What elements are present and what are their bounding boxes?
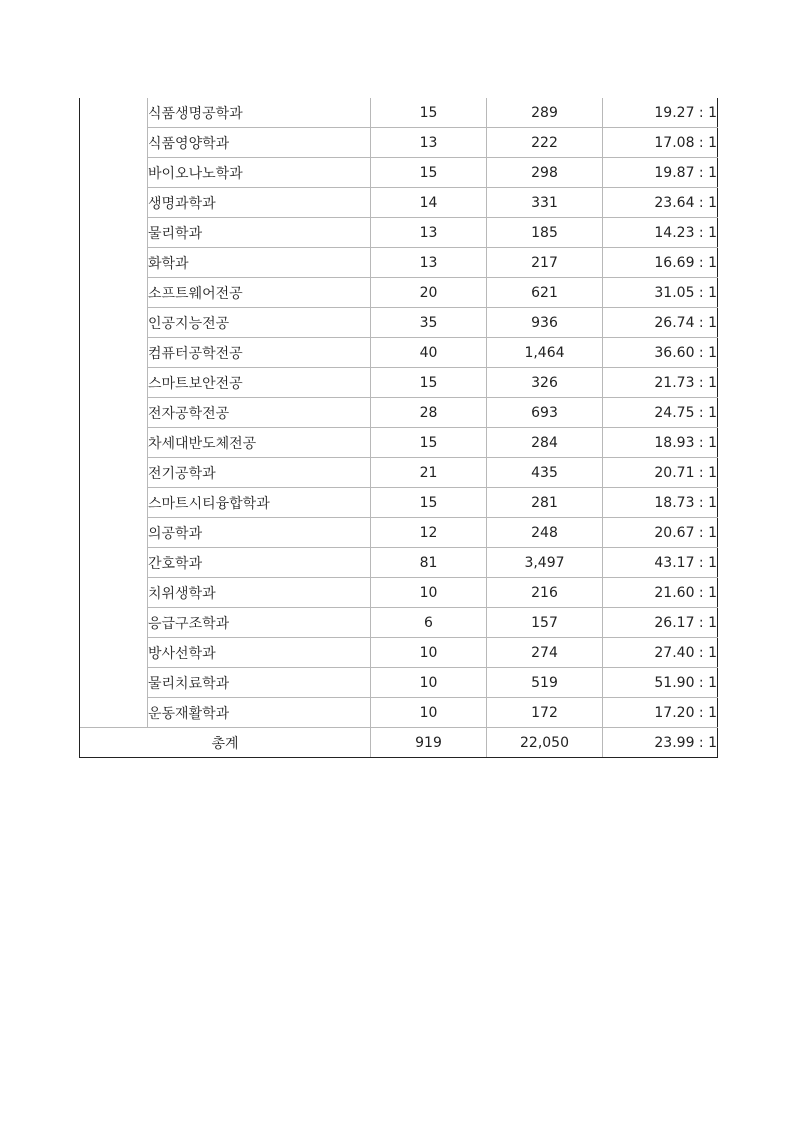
quota-cell: 15 bbox=[371, 368, 487, 398]
table-row bbox=[80, 188, 718, 218]
quota-cell: 15 bbox=[371, 428, 487, 458]
total-ratio: 23.99 : 1 bbox=[603, 728, 718, 758]
table-row bbox=[80, 518, 718, 548]
group-cell bbox=[80, 98, 148, 728]
total-applicants: 22,050 bbox=[487, 728, 603, 758]
applicants-cell: 185 bbox=[487, 218, 603, 248]
department-cell: 치위생학과 bbox=[148, 578, 371, 608]
department-cell: 소프트웨어전공 bbox=[148, 278, 371, 308]
department-cell: 차세대반도체전공 bbox=[148, 428, 371, 458]
table-row bbox=[80, 398, 718, 428]
quota-cell: 15 bbox=[371, 158, 487, 188]
ratio-cell: 27.40 : 1 bbox=[603, 638, 718, 668]
applicants-cell: 1,464 bbox=[487, 338, 603, 368]
applicants-cell: 172 bbox=[487, 698, 603, 728]
ratio-cell: 43.17 : 1 bbox=[603, 548, 718, 578]
quota-cell: 13 bbox=[371, 128, 487, 158]
department-cell: 전자공학전공 bbox=[148, 398, 371, 428]
ratio-cell: 23.64 : 1 bbox=[603, 188, 718, 218]
applicants-cell: 222 bbox=[487, 128, 603, 158]
quota-cell: 13 bbox=[371, 248, 487, 278]
table-row bbox=[80, 338, 718, 368]
applicants-cell: 3,497 bbox=[487, 548, 603, 578]
ratio-cell: 19.27 : 1 bbox=[603, 98, 718, 128]
quota-cell: 20 bbox=[371, 278, 487, 308]
applicants-cell: 519 bbox=[487, 668, 603, 698]
ratio-cell: 20.71 : 1 bbox=[603, 458, 718, 488]
quota-cell: 15 bbox=[371, 98, 487, 128]
quota-cell: 35 bbox=[371, 308, 487, 338]
quota-cell: 40 bbox=[371, 338, 487, 368]
table-row bbox=[80, 488, 718, 518]
department-cell: 식품영양학과 bbox=[148, 128, 371, 158]
ratio-cell: 17.08 : 1 bbox=[603, 128, 718, 158]
admission-competition-table bbox=[79, 98, 718, 758]
ratio-cell: 26.74 : 1 bbox=[603, 308, 718, 338]
ratio-cell: 36.60 : 1 bbox=[603, 338, 718, 368]
department-cell: 물리학과 bbox=[148, 218, 371, 248]
ratio-cell: 51.90 : 1 bbox=[603, 668, 718, 698]
ratio-cell: 26.17 : 1 bbox=[603, 608, 718, 638]
quota-cell: 12 bbox=[371, 518, 487, 548]
quota-cell: 13 bbox=[371, 218, 487, 248]
applicants-cell: 274 bbox=[487, 638, 603, 668]
ratio-cell: 14.23 : 1 bbox=[603, 218, 718, 248]
applicants-cell: 281 bbox=[487, 488, 603, 518]
table-row bbox=[80, 608, 718, 638]
quota-cell: 14 bbox=[371, 188, 487, 218]
applicants-cell: 217 bbox=[487, 248, 603, 278]
table-row bbox=[80, 578, 718, 608]
table-row bbox=[80, 248, 718, 278]
department-cell: 운동재활학과 bbox=[148, 698, 371, 728]
ratio-cell: 19.87 : 1 bbox=[603, 158, 718, 188]
applicants-cell: 936 bbox=[487, 308, 603, 338]
ratio-cell: 18.73 : 1 bbox=[603, 488, 718, 518]
department-cell: 인공지능전공 bbox=[148, 308, 371, 338]
department-cell: 바이오나노학과 bbox=[148, 158, 371, 188]
quota-cell: 21 bbox=[371, 458, 487, 488]
applicants-cell: 216 bbox=[487, 578, 603, 608]
total-quota: 919 bbox=[371, 728, 487, 758]
table-row bbox=[80, 548, 718, 578]
table-row bbox=[80, 128, 718, 158]
department-cell: 생명과학과 bbox=[148, 188, 371, 218]
ratio-cell: 17.20 : 1 bbox=[603, 698, 718, 728]
applicants-cell: 289 bbox=[487, 98, 603, 128]
ratio-cell: 31.05 : 1 bbox=[603, 278, 718, 308]
ratio-cell: 18.93 : 1 bbox=[603, 428, 718, 458]
quota-cell: 28 bbox=[371, 398, 487, 428]
department-cell: 전기공학과 bbox=[148, 458, 371, 488]
table-row bbox=[80, 368, 718, 398]
quota-cell: 10 bbox=[371, 578, 487, 608]
table-row bbox=[80, 698, 718, 728]
department-cell: 물리치료학과 bbox=[148, 668, 371, 698]
ratio-cell: 20.67 : 1 bbox=[603, 518, 718, 548]
ratio-cell: 16.69 : 1 bbox=[603, 248, 718, 278]
quota-cell: 10 bbox=[371, 698, 487, 728]
quota-cell: 10 bbox=[371, 638, 487, 668]
ratio-cell: 21.60 : 1 bbox=[603, 578, 718, 608]
quota-cell: 81 bbox=[371, 548, 487, 578]
table-row bbox=[80, 668, 718, 698]
quota-cell: 15 bbox=[371, 488, 487, 518]
table-row bbox=[80, 218, 718, 248]
department-cell: 스마트보안전공 bbox=[148, 368, 371, 398]
applicants-cell: 326 bbox=[487, 368, 603, 398]
department-cell: 스마트시티융합학과 bbox=[148, 488, 371, 518]
quota-cell: 6 bbox=[371, 608, 487, 638]
department-cell: 화학과 bbox=[148, 248, 371, 278]
applicants-cell: 435 bbox=[487, 458, 603, 488]
table-row bbox=[80, 158, 718, 188]
department-cell: 의공학과 bbox=[148, 518, 371, 548]
table-row bbox=[80, 98, 718, 128]
table-row bbox=[80, 638, 718, 668]
total-row bbox=[80, 728, 718, 758]
ratio-cell: 21.73 : 1 bbox=[603, 368, 718, 398]
applicants-cell: 157 bbox=[487, 608, 603, 638]
table-row bbox=[80, 458, 718, 488]
department-cell: 컴퓨터공학전공 bbox=[148, 338, 371, 368]
table-row bbox=[80, 278, 718, 308]
applicants-cell: 298 bbox=[487, 158, 603, 188]
department-cell: 응급구조학과 bbox=[148, 608, 371, 638]
department-cell: 식품생명공학과 bbox=[148, 98, 371, 128]
applicants-cell: 248 bbox=[487, 518, 603, 548]
department-cell: 간호학과 bbox=[148, 548, 371, 578]
table-body bbox=[80, 98, 718, 758]
quota-cell: 10 bbox=[371, 668, 487, 698]
applicants-cell: 331 bbox=[487, 188, 603, 218]
ratio-cell: 24.75 : 1 bbox=[603, 398, 718, 428]
department-cell: 방사선학과 bbox=[148, 638, 371, 668]
table-row bbox=[80, 308, 718, 338]
applicants-cell: 693 bbox=[487, 398, 603, 428]
total-label: 총계 bbox=[80, 728, 371, 758]
table-row bbox=[80, 428, 718, 458]
applicants-cell: 621 bbox=[487, 278, 603, 308]
applicants-cell: 284 bbox=[487, 428, 603, 458]
